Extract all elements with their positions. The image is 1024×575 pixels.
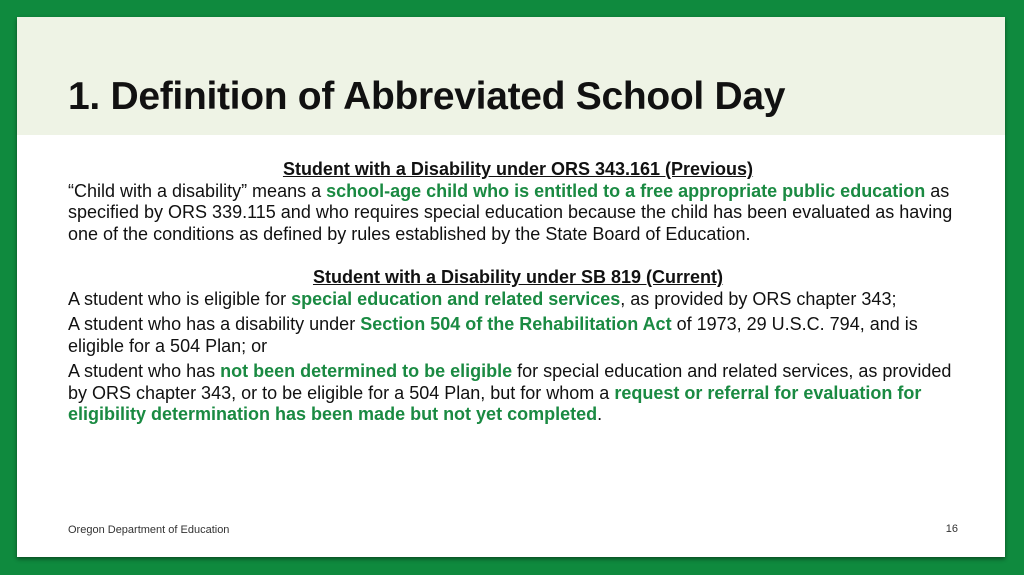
- footer-organization: Oregon Department of Education: [68, 524, 230, 536]
- criterion-1-highlight: special education and related services: [291, 288, 621, 309]
- current-criterion-1: [68, 289, 968, 311]
- title-band: [17, 17, 1005, 135]
- criterion-3-highlight-1: not been determined to be eligible: [220, 361, 513, 381]
- previous-heading: Student with a Disability under ORS 343.161 (Previous): [282, 159, 754, 179]
- current-criterion-2: [68, 314, 968, 357]
- criterion-3-text-a: A student who has: [68, 361, 221, 381]
- slide: [17, 17, 1005, 557]
- previous-definition-text-a: “Child with a disability” means a: [68, 180, 327, 201]
- criterion-2-highlight: Section 504 of the Rehabilitation Act: [360, 314, 672, 334]
- slide-title: 1. Definition of Abbreviated School Day: [68, 75, 786, 118]
- criterion-3-text-c: .: [597, 404, 603, 424]
- criterion-2-text-b: of 1973, 29 U.S.C. 794, and is eligible for a 504 Plan; or: [68, 314, 918, 356]
- criterion-1-text-a: A student who is eligible for: [68, 288, 292, 309]
- slide-body: [68, 159, 968, 426]
- page-number: 16: [945, 523, 958, 535]
- section-spacer: [68, 245, 968, 267]
- previous-definition-highlight: school-age child who is entitled to a free appropriate public education: [326, 180, 926, 201]
- current-criterion-3: [68, 361, 968, 426]
- previous-definition-text-b: as specified by ORS 339.115 and who requires special education because the child has been evaluated as having one of the conditions as defined by rules established by the State Board of Education.: [68, 180, 953, 244]
- criterion-1-text-b: , as provided by ORS chapter 343;: [620, 288, 897, 309]
- criterion-3-text-b: for special education and related services, as provided by ORS chapter 343, or to be eligible for a 504 Plan, but for whom a: [68, 361, 952, 403]
- previous-definition: [68, 181, 968, 246]
- criterion-2-text-a: A student who has a disability under: [68, 314, 361, 334]
- current-heading: Student with a Disability under SB 819 (Current): [312, 267, 724, 287]
- criterion-3-highlight-2: request or referral for evaluation for eligibility determination has been made but not yet completed: [68, 382, 922, 424]
